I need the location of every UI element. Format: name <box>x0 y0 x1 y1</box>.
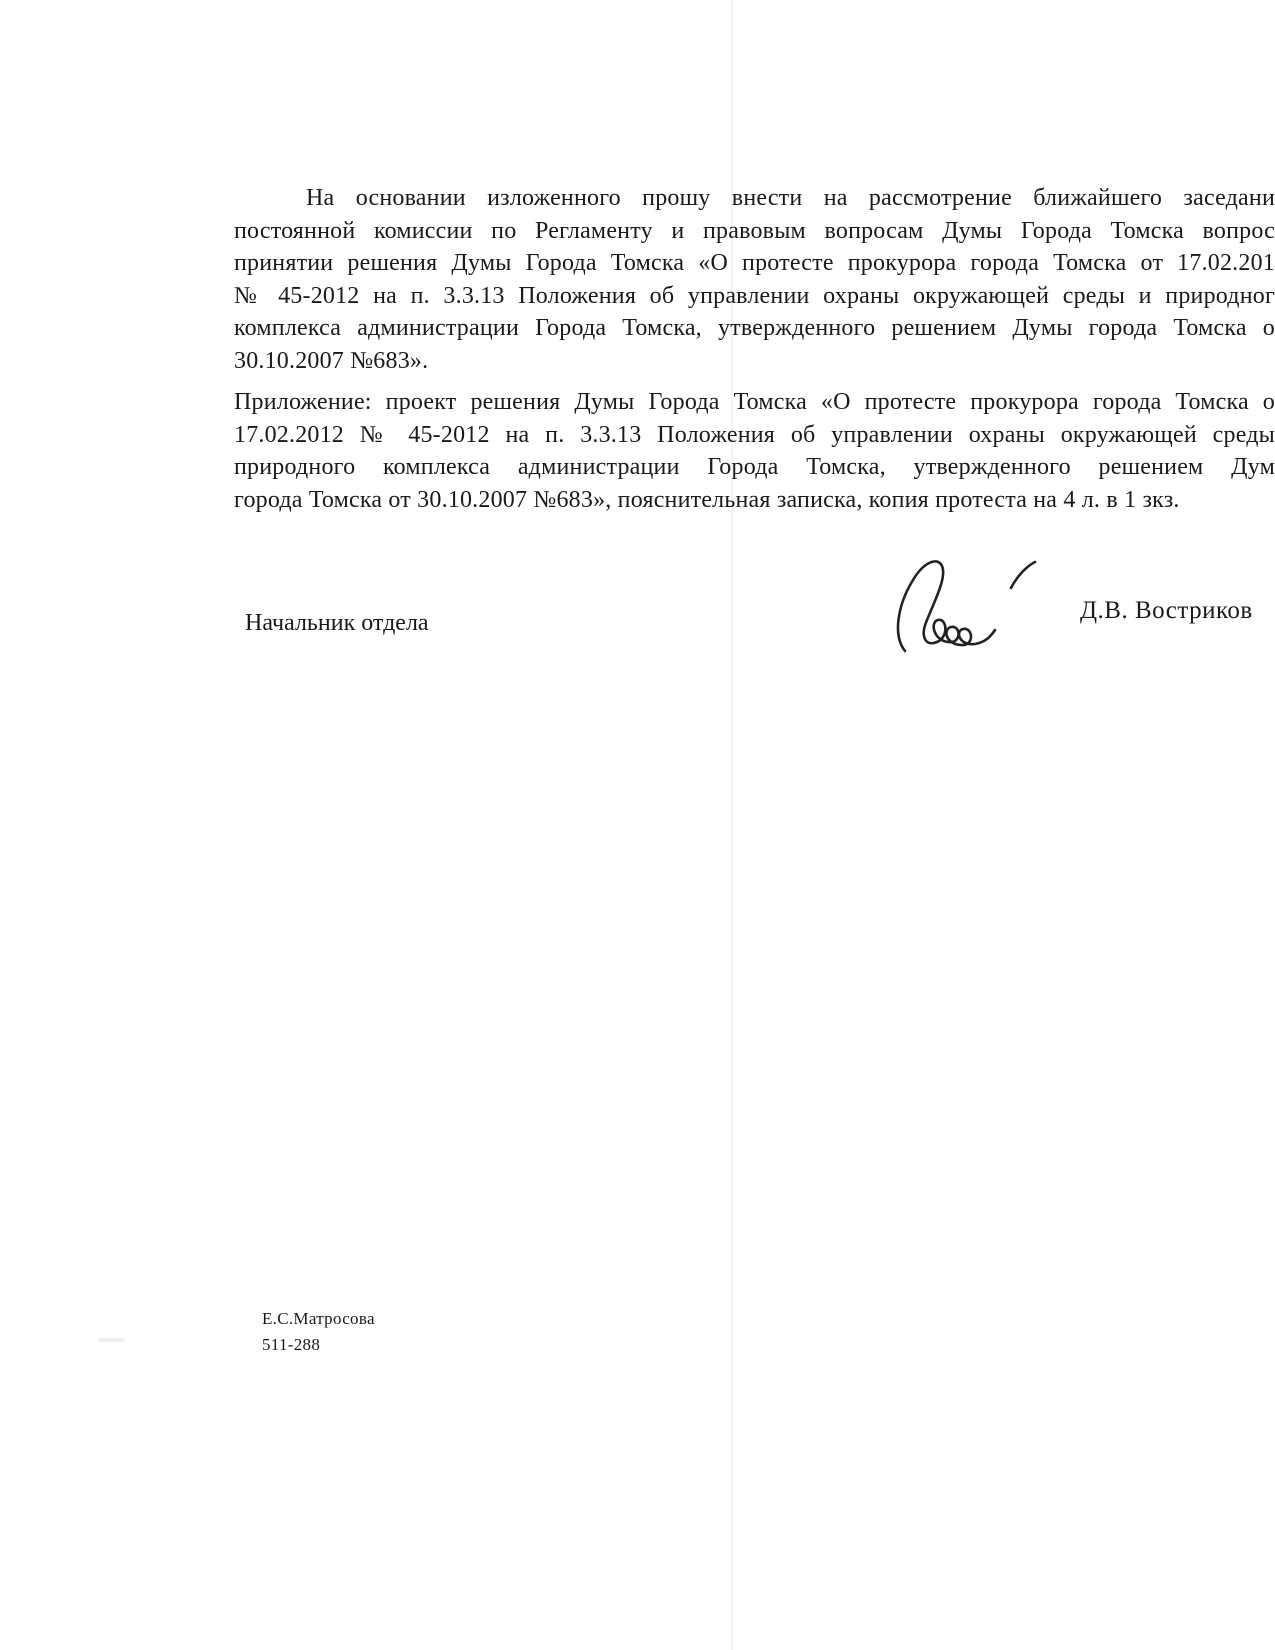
executor-footer <box>262 1306 375 1358</box>
body-line: 30.10.2007 №683». <box>234 347 429 374</box>
signer-name: Д.В. Востриков <box>1080 597 1253 624</box>
executor-phone: 511-288 <box>262 1335 321 1354</box>
body-line: № 45-2012 на п. 3.3.13 Положения об управлении охраны окружающей среды и природног <box>234 282 1275 309</box>
executor-name: Е.С.Матросова <box>262 1309 375 1328</box>
handwritten-signature-scribble <box>885 548 1055 653</box>
scan-noise-mark <box>98 1338 124 1342</box>
body-line: комплекса администрации Города Томска, утвержденного решением Думы города Томска о <box>234 315 1275 341</box>
attachment-line: природного комплекса администрации Города Томска, утвержденного решением Дум <box>234 454 1275 480</box>
attachment-paragraph <box>234 386 1275 516</box>
signature-position-title: Начальник отдела <box>245 610 429 636</box>
attachment-line: 17.02.2012 № 45-2012 на п. 3.3.13 Положения об управлении охраны окружающей среды <box>234 421 1275 448</box>
body-line: принятии решения Думы Города Томска «О протесте прокурора города Томска от 17.02.201 <box>234 250 1275 276</box>
attachment-line: города Томска от 30.10.2007 №683», пояснительная записка, копия протеста на 4 л. в 1 зкз. <box>234 486 1180 513</box>
body-line: На основании изложенного прошу внести на рассмотрение ближайшего заседани <box>306 185 1275 211</box>
attachment-line: Приложение: проект решения Думы Города Томска «О протесте прокурора города Томска о <box>234 389 1275 415</box>
body-line: постоянной комиссии по Регламенту и правовым вопросам Думы Города Томска вопрос <box>234 217 1275 244</box>
body-paragraph <box>234 182 1275 377</box>
